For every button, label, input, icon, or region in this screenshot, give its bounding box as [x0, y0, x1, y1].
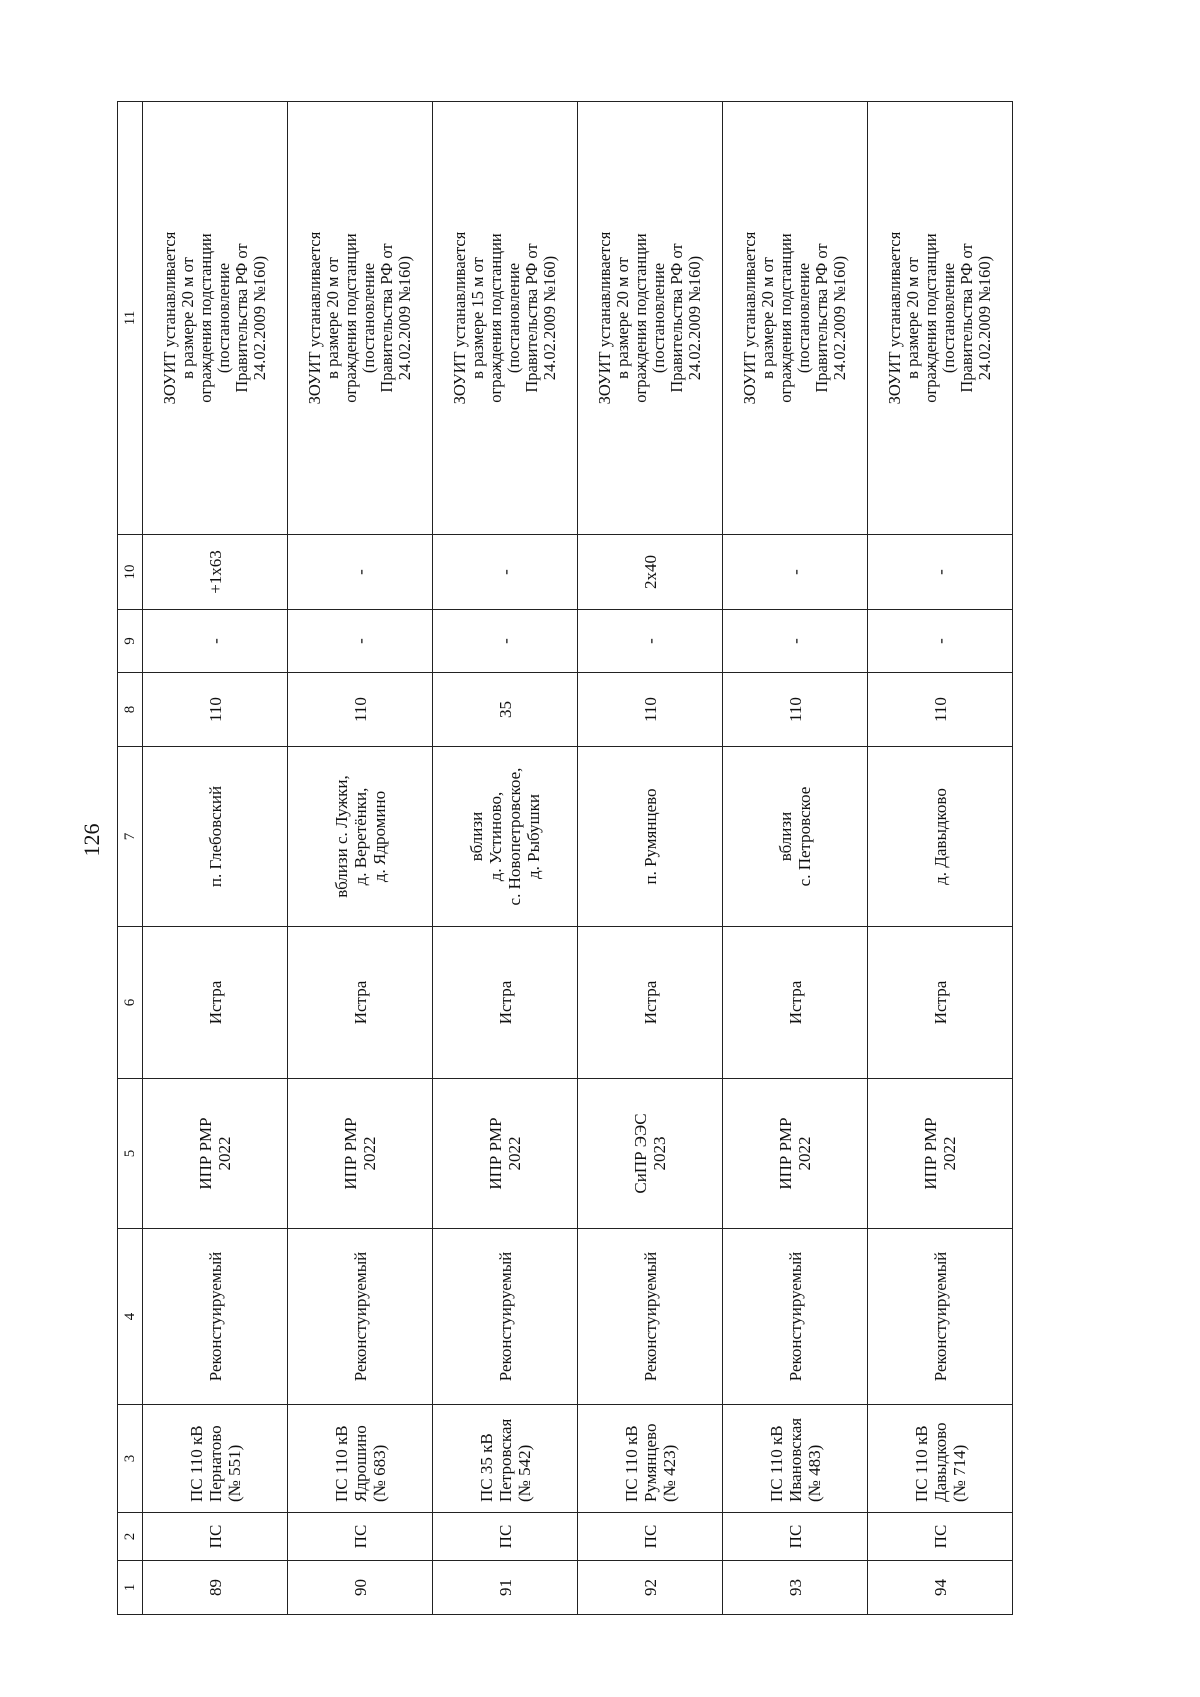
object-type-cell: ПС [433, 1513, 578, 1561]
cell-line: ограждения подстанции [631, 233, 650, 403]
cell-line: 24.02.2009 №160) [540, 255, 559, 381]
cell-line: 2022 [505, 1136, 524, 1171]
cell-line: (№ 551) [224, 1444, 244, 1502]
voltage-cell: 110 [868, 673, 1013, 747]
cell-line: ограждения подстанции [776, 233, 795, 403]
voltage-cell: 110 [578, 673, 723, 747]
cell-line: в размере 20 м от [758, 257, 777, 379]
table-body [143, 102, 1013, 1615]
cell-line: (№ 714) [949, 1444, 969, 1502]
cell-line: в размере 15 м от [468, 257, 487, 379]
voltage-cell: 110 [143, 673, 288, 747]
location-cell [868, 747, 1013, 927]
table-row [578, 102, 723, 1615]
zone-note-cell [868, 102, 1013, 535]
district-cell: Истра [288, 927, 433, 1079]
cell-line: д. Веретёнки, [350, 787, 370, 886]
cell-line: Румянцево [640, 1423, 660, 1502]
cell-line: п. Румянцево [640, 788, 660, 885]
cell-line: ПС 110 кВ [766, 1425, 786, 1502]
column-9-cell: - [143, 610, 288, 673]
cell-line: (постановление [359, 262, 378, 374]
cell-line: (постановление [939, 262, 958, 374]
cell-line: с. Новопетровское, [505, 767, 524, 906]
row-number-cell: 90 [288, 1561, 433, 1615]
source-document-cell [288, 1079, 433, 1229]
object-type-cell: ПС [578, 1513, 723, 1561]
cell-line: Правительства РФ от [522, 243, 541, 393]
column-9-cell: - [288, 610, 433, 673]
object-name-cell [143, 1405, 288, 1513]
cell-line: в размере 20 м от [903, 257, 922, 379]
cell-line: ИПР РМР [341, 1117, 360, 1190]
object-name-cell [723, 1405, 868, 1513]
zone-note-cell [433, 102, 578, 535]
cell-line: в размере 20 м от [613, 257, 632, 379]
column-10-cell: - [868, 535, 1013, 610]
status-cell: Реконстуируемый [578, 1229, 723, 1405]
column-number: 9 [118, 610, 143, 673]
cell-line: 24.02.2009 №160) [395, 255, 414, 381]
cell-line: 2022 [940, 1136, 959, 1171]
column-number: 3 [118, 1405, 143, 1513]
cell-line: (№ 423) [659, 1444, 679, 1502]
row-number-cell: 93 [723, 1561, 868, 1615]
cell-line: вблизи с. Лужки, [331, 775, 351, 898]
cell-line: 2022 [795, 1136, 814, 1171]
object-name-cell [578, 1405, 723, 1513]
cell-line: ИПР РМР [921, 1117, 940, 1190]
status-cell: Реконстуируемый [723, 1229, 868, 1405]
row-number-cell: 91 [433, 1561, 578, 1615]
table-row [288, 102, 433, 1615]
cell-line: вблизи [467, 811, 486, 862]
table-row [723, 102, 868, 1615]
status-cell: Реконстуируемый [868, 1229, 1013, 1405]
cell-line: ИПР РМР [196, 1117, 215, 1190]
column-number: 1 [118, 1561, 143, 1615]
column-10-cell: +1х63 [143, 535, 288, 610]
cell-line: ИПР РМР [776, 1117, 795, 1190]
object-type-cell: ПС [143, 1513, 288, 1561]
cell-line: (постановление [504, 262, 523, 374]
column-number: 8 [118, 673, 143, 747]
cell-line: Петровская [495, 1418, 515, 1502]
district-cell: Истра [433, 927, 578, 1079]
cell-line: СиПР ЭЭС [631, 1113, 650, 1194]
column-10-cell: - [433, 535, 578, 610]
column-10-cell: - [288, 535, 433, 610]
column-10-cell: 2х40 [578, 535, 723, 610]
table-row [868, 102, 1013, 1615]
substations-table [117, 101, 1013, 1615]
source-document-cell [433, 1079, 578, 1229]
cell-line: Ивановская [785, 1417, 805, 1502]
cell-line: 24.02.2009 №160) [975, 255, 994, 381]
object-name-cell [868, 1405, 1013, 1513]
column-9-cell: - [723, 610, 868, 673]
cell-line: ЗОУИТ устанавливается [885, 231, 904, 405]
cell-line: 2022 [215, 1136, 234, 1171]
cell-line: с. Петровское [795, 786, 814, 887]
status-cell: Реконстуируемый [143, 1229, 288, 1405]
cell-line: Давыдково [930, 1422, 950, 1502]
cell-line: ПС 110 кВ [331, 1425, 351, 1502]
column-9-cell: - [578, 610, 723, 673]
source-document-cell [868, 1079, 1013, 1229]
column-number-row [118, 102, 143, 1615]
cell-line: (постановление [794, 262, 813, 374]
column-number: 6 [118, 927, 143, 1079]
cell-line: д. Рыбушки [524, 794, 543, 879]
object-type-cell: ПС [288, 1513, 433, 1561]
cell-line: Пернатово [205, 1425, 225, 1502]
column-9-cell: - [433, 610, 578, 673]
zone-note-cell [143, 102, 288, 535]
cell-line: ПС 35 кВ [476, 1433, 496, 1502]
cell-line: ограждения подстанции [341, 233, 360, 403]
object-type-cell: ПС [868, 1513, 1013, 1561]
column-number: 11 [118, 102, 143, 535]
zone-note-cell [288, 102, 433, 535]
voltage-cell: 35 [433, 673, 578, 747]
cell-line: ПС 110 кВ [621, 1425, 641, 1502]
cell-line: д. Давыдково [930, 788, 950, 885]
voltage-cell: 110 [723, 673, 868, 747]
cell-line: (№ 683) [369, 1444, 389, 1502]
cell-line: (№ 483) [804, 1444, 824, 1502]
status-cell: Реконстуируемый [433, 1229, 578, 1405]
row-number-cell: 92 [578, 1561, 723, 1615]
source-document-cell [578, 1079, 723, 1229]
column-number: 7 [118, 747, 143, 927]
object-name-cell [288, 1405, 433, 1513]
cell-line: вблизи [776, 811, 795, 862]
object-type-cell: ПС [723, 1513, 868, 1561]
cell-line: (№ 542) [514, 1444, 534, 1502]
cell-line: п. Глебовский [205, 785, 225, 888]
district-cell: Истра [578, 927, 723, 1079]
column-9-cell: - [868, 610, 1013, 673]
zone-note-cell [723, 102, 868, 535]
district-cell: Истра [143, 927, 288, 1079]
page-number: 126 [79, 823, 104, 857]
cell-line: 24.02.2009 №160) [250, 255, 269, 381]
object-name-cell [433, 1405, 578, 1513]
column-number: 4 [118, 1229, 143, 1405]
cell-line: д. Ядромино [369, 790, 389, 883]
location-cell [288, 747, 433, 927]
column-number: 5 [118, 1079, 143, 1229]
status-cell: Реконстуируемый [288, 1229, 433, 1405]
cell-line: в размере 20 м от [323, 257, 342, 379]
cell-line: в размере 20 м от [178, 257, 197, 379]
row-number-cell: 94 [868, 1561, 1013, 1615]
column-number: 10 [118, 535, 143, 610]
cell-line: ЗОУИТ устанавливается [450, 231, 469, 405]
cell-line: Правительства РФ от [812, 243, 831, 393]
cell-line: ПС 110 кВ [911, 1425, 931, 1502]
location-cell [723, 747, 868, 927]
voltage-cell: 110 [288, 673, 433, 747]
cell-line: ограждения подстанции [921, 233, 940, 403]
cell-line: ИПР РМР [486, 1117, 505, 1190]
location-cell [578, 747, 723, 927]
cell-line: ПС 110 кВ [186, 1425, 206, 1502]
column-10-cell: - [723, 535, 868, 610]
district-cell: Истра [868, 927, 1013, 1079]
cell-line: ЗОУИТ устанавливается [595, 231, 614, 405]
cell-line: ЗОУИТ устанавливается [740, 231, 759, 405]
table-row [143, 102, 288, 1615]
cell-line: ЗОУИТ устанавливается [305, 231, 324, 405]
row-number-cell: 89 [143, 1561, 288, 1615]
cell-line: Правительства РФ от [667, 243, 686, 393]
cell-line: д. Устиново, [486, 791, 505, 882]
cell-line: (постановление [649, 262, 668, 374]
cell-line: Правительства РФ от [232, 243, 251, 393]
cell-line: ограждения подстанции [196, 233, 215, 403]
table-container [117, 102, 1007, 1615]
source-document-cell [723, 1079, 868, 1229]
cell-line: Ядрошино [350, 1425, 370, 1502]
cell-line: (постановление [214, 262, 233, 374]
cell-line: ограждения подстанции [486, 233, 505, 403]
cell-line: ЗОУИТ устанавливается [160, 231, 179, 405]
column-number: 2 [118, 1513, 143, 1561]
cell-line: Правительства РФ от [377, 243, 396, 393]
cell-line: 2023 [650, 1136, 669, 1171]
location-cell [433, 747, 578, 927]
district-cell: Истра [723, 927, 868, 1079]
cell-line: 24.02.2009 №160) [685, 255, 704, 381]
table-row [433, 102, 578, 1615]
cell-line: 2022 [360, 1136, 379, 1171]
source-document-cell [143, 1079, 288, 1229]
cell-line: 24.02.2009 №160) [830, 255, 849, 381]
zone-note-cell [578, 102, 723, 535]
cell-line: Правительства РФ от [957, 243, 976, 393]
location-cell [143, 747, 288, 927]
